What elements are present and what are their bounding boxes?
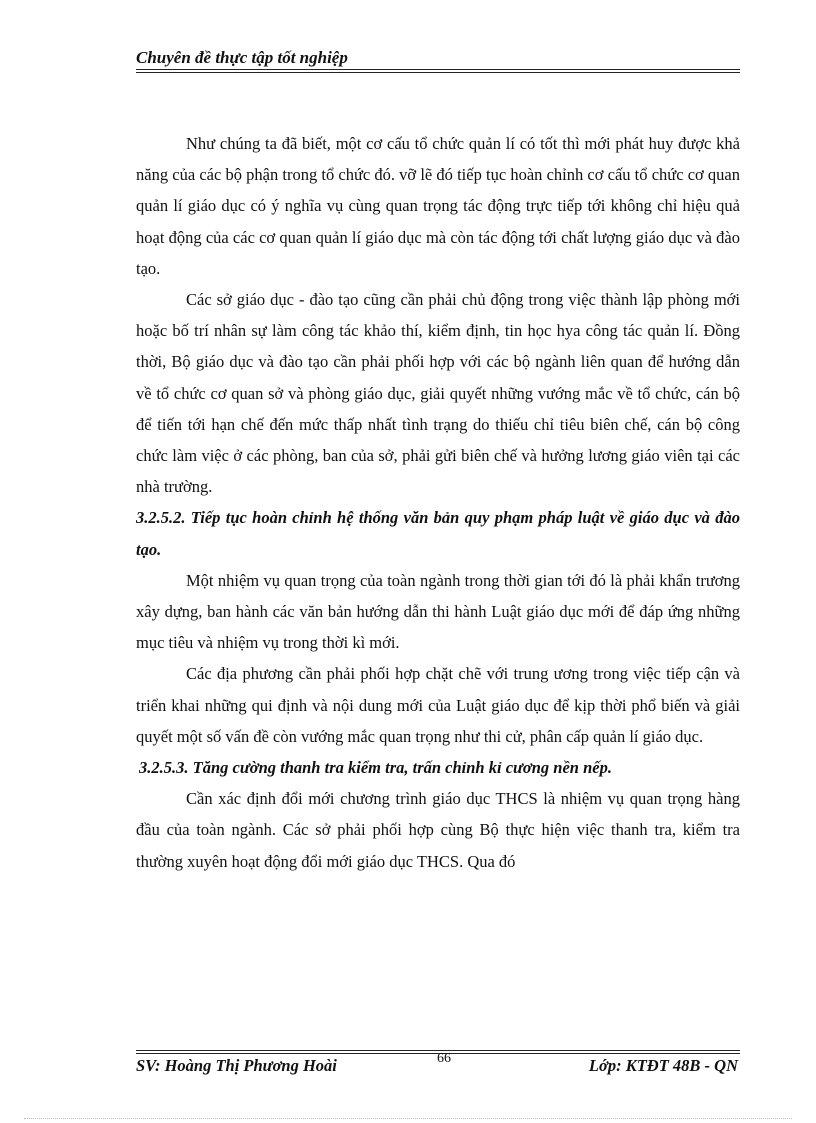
page-bottom-edge [24, 1118, 792, 1119]
page-number: 66 [437, 1051, 451, 1066]
header-divider [136, 69, 740, 73]
paragraph-1: Như chúng ta đã biết, một cơ cấu tổ chức quản lí có tốt thì mới phát huy được khả năng của các bộ phận trong tổ chức đó. vỡ lẽ đó tiếp tục hoàn chỉnh cơ cấu tổ chức cơ quan quản lí giáo dục có ý nghĩa vụ cùng quan trọng tác động trực tiếp tới không chỉ hiệu quả hoạt động của các cơ quan quản lí giáo dục mà còn tác động tới chất lượng giáo dục và đào tạo. [136, 134, 740, 278]
section-heading-3-2-5-3: 3.2.5.3. Tăng cường thanh tra kiểm tra, trấn chỉnh kỉ cương nền nếp. [139, 758, 612, 778]
paragraph-5: Cần xác định đổi mới chương trình giáo dục THCS là nhiệm vụ quan trọng hàng đầu của toàn ngành. Các sở phải phối hợp cùng Bộ thực hiện việc thanh tra, kiểm tra thường xuyên hoạt động đổi mới giáo dục THCS. Qua đó [136, 789, 740, 871]
paragraph-2: Các sở giáo dục - đào tạo cũng cần phải chủ động trong việc thành lập phòng mới hoặc bố trí nhân sự làm công tác khảo thí, kiểm định, tin học hya công tác quản lí. Đồng thời, Bộ giáo dục và đào tạo cần phải phối hợp với các bộ ngành liên quan để hướng dẫn về tổ chức cơ quan sở và phòng giáo dục, giải quyết những vướng mắc về tổ chức, cán bộ để tiến tới hạn chế đến mức thấp nhất tình trạng do thiếu chỉ tiêu biên chế, cán bộ công chức làm việc ở các phòng, ban của sở, phải gửi biên chế và hưởng lương giáo viên tại các nhà trường. [136, 290, 740, 497]
footer-student-name: SV: Hoàng Thị Phương Hoài [136, 1056, 337, 1075]
paragraph-4: Các địa phương cần phải phối hợp chặt chẽ với trung ương trong việc tiếp cận và triển khai những qui định và nội dung mới của Luật giáo dục để kịp thời phổ biến và giải quyết một số vấn đề còn vướng mắc quan trọng như thi cử, phân cấp quản lí giáo dục. [136, 664, 740, 746]
page-header-title: Chuyên đề thực tập tốt nghiệp [136, 48, 348, 67]
paragraph-3: Một nhiệm vụ quan trọng của toàn ngành trong thời gian tới đó là phải khẩn trương xây dựng, ban hành các văn bản hướng dẫn thi hành Luật giáo dục mới để đáp ứng những mục tiêu và nhiệm vụ trong thời kì mới. [136, 570, 740, 653]
footer-class-code: Lớp: KTĐT 48B - QN [588, 1056, 738, 1075]
section-heading-3-2-5-2: 3.2.5.2. Tiếp tục hoàn chỉnh hệ thống văn bản quy phạm pháp luật về giáo dục và đào tạo. [136, 508, 740, 559]
document-body [136, 128, 740, 877]
